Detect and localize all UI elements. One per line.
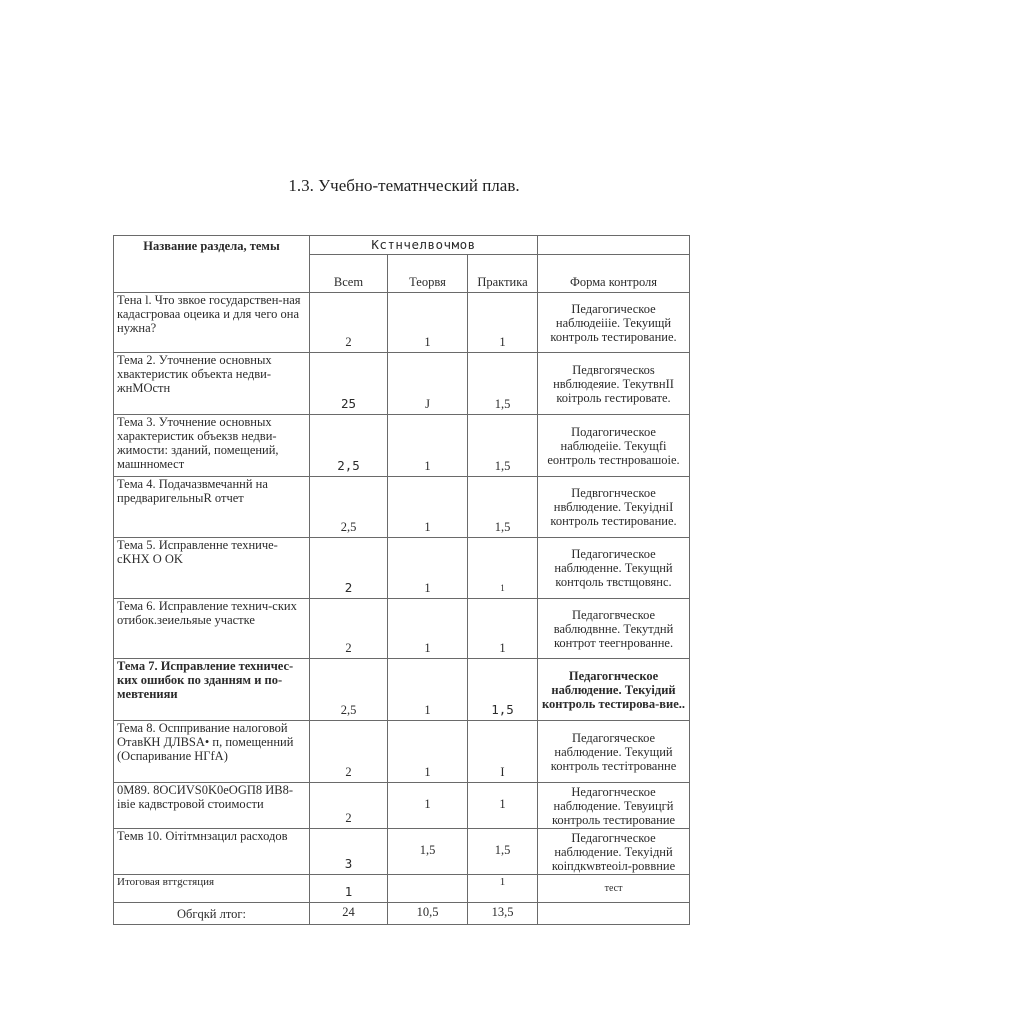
row-total: 25	[310, 353, 388, 415]
page-title: 1.3. Учебно-тематнческий плав.	[288, 176, 520, 195]
row-practice: 1,5	[468, 829, 538, 875]
table-row	[114, 415, 690, 477]
table-row	[114, 721, 690, 783]
row-theory: 1	[388, 599, 468, 659]
row-theory: 1	[388, 538, 468, 599]
row-theory: J	[388, 353, 468, 415]
row-topic: Тема 6. Исправление технич-ских отибок.зеиельяые участке	[114, 599, 310, 659]
row-control-form: Педагогвческое ваблюдвнне. Текутднй контрот теегнрованне.	[538, 599, 690, 659]
row-topic: Тема 2. Уточнение основных хвактеристик объекта недви-жнМОстн	[114, 353, 310, 415]
total-label: Обгqкй лтог:	[114, 903, 310, 925]
total-form	[538, 903, 690, 925]
row-topic: Тема 3. Уточнение основных характеристик объекзв недви-жимости: зданий, помещений, машнномест	[114, 415, 310, 477]
row-practice: I	[468, 721, 538, 783]
row-practice: 1,5	[468, 477, 538, 538]
table-row	[114, 659, 690, 721]
row-total: 2	[310, 538, 388, 599]
row-practice: 1	[468, 599, 538, 659]
header-col-total: Bcem	[310, 255, 388, 293]
row-total: 2,5	[310, 415, 388, 477]
row-theory: 1	[388, 477, 468, 538]
row-practice: 1	[468, 293, 538, 353]
header-empty-cell	[538, 236, 690, 255]
row-topic: Тема 5. Исправленне техниче-cKHX O OK	[114, 538, 310, 599]
row-theory: 1,5	[388, 829, 468, 875]
table-row	[114, 783, 690, 829]
table-row	[114, 353, 690, 415]
row-theory: 1	[388, 721, 468, 783]
total-theory: 10,5	[388, 903, 468, 925]
table-header-row-1	[114, 236, 690, 255]
row-theory: 1	[388, 783, 468, 829]
row-practice: 1	[468, 783, 538, 829]
row-total: 2	[310, 599, 388, 659]
row-control-form: Подагогическое наблюдеiie. Текущfi еонтроль тестнровашоie.	[538, 415, 690, 477]
header-col-practice: Практика	[468, 255, 538, 293]
table-row	[114, 599, 690, 659]
table-row	[114, 875, 690, 903]
row-topic: 0M89. 8OCИVS0K0eOGП8 ИВ8-iвiе кадвстровой стоимости	[114, 783, 310, 829]
header-col-theory: Теорвя	[388, 255, 468, 293]
table-row	[114, 477, 690, 538]
row-control-form: Недагогнческое наблюдение. Тевуицгй контроль тестирование	[538, 783, 690, 829]
table-total-row	[114, 903, 690, 925]
row-theory: 1	[388, 415, 468, 477]
row-topic: Тема 8. Осппривание налоговой OтавКН ДЛВSA• п, помещенний (Оспаривание НГfА)	[114, 721, 310, 783]
header-section-name: Название раздела, темы	[114, 236, 310, 293]
row-practice: 1	[468, 875, 538, 903]
header-hours-count: Кстнчелвочмов	[310, 236, 538, 255]
row-total: 2	[310, 293, 388, 353]
curriculum-table	[113, 235, 690, 925]
row-practice: 1,5	[468, 659, 538, 721]
row-control-form: Педагогическое наблюдеiiie. Текуищй контроль тестирование.	[538, 293, 690, 353]
row-practice: 1,5	[468, 353, 538, 415]
row-theory: 1	[388, 659, 468, 721]
row-total: 2,5	[310, 659, 388, 721]
table-row	[114, 538, 690, 599]
row-theory	[388, 875, 468, 903]
header-col-form: Форма контроля	[538, 255, 690, 293]
row-practice: 1	[468, 538, 538, 599]
row-total: 2	[310, 783, 388, 829]
row-theory: 1	[388, 293, 468, 353]
table-row	[114, 829, 690, 875]
row-topic: Тема 4. Подачазвмечаннй на предваригельныR отчет	[114, 477, 310, 538]
row-total: 2	[310, 721, 388, 783]
row-practice: 1,5	[468, 415, 538, 477]
row-topic: Итоговая вттgстяция	[114, 875, 310, 903]
row-control-form: Педвгогяческоs нвблюдеяие. ТекутвнII коiтроль гестировате.	[538, 353, 690, 415]
row-topic: Тема 7. Исправление техничес-ких ошибок по зданням и по-мевтенияи	[114, 659, 310, 721]
row-control-form: Педагогическое наблюденне. Текущнй контqоль твстщовянс.	[538, 538, 690, 599]
row-topic: Тена l. Что звкое государствен-ная кадасгроваа оцеика и для чего она нужна?	[114, 293, 310, 353]
row-total: 3	[310, 829, 388, 875]
row-control-form: Педагогнческое наблюдение. Текуiднй коiпдкwвтеоiл-роввние	[538, 829, 690, 875]
row-control-form: Педагогяческое наблюдение. Текущий контроль тестiтрованне	[538, 721, 690, 783]
row-control-form: Педвгогнческое нвблюдение. ТекуiднiI контроль тестирование.	[538, 477, 690, 538]
total-practice: 13,5	[468, 903, 538, 925]
row-total: 2,5	[310, 477, 388, 538]
total-hours: 24	[310, 903, 388, 925]
row-control-form: Педагогнческое наблюдение. Текуiдий контроль тестирова-вие..	[538, 659, 690, 721]
table-row	[114, 293, 690, 353]
row-topic: Темв 10. Оiтiтмнзацил расходов	[114, 829, 310, 875]
row-control-form: тест	[538, 875, 690, 903]
row-total: 1	[310, 875, 388, 903]
